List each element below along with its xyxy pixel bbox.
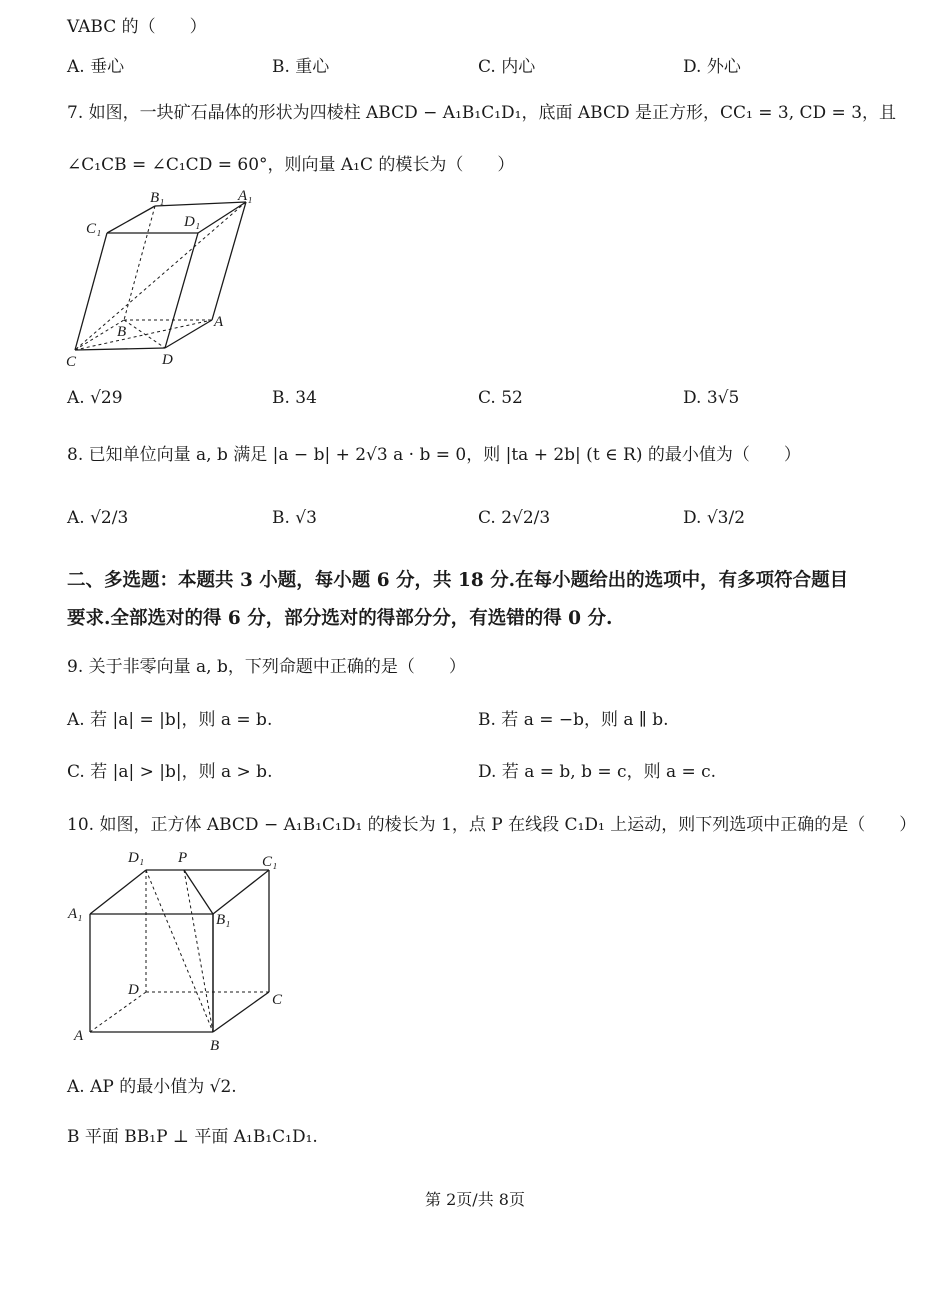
label-a: A: [214, 314, 224, 330]
q10-option-b: B 平面 BB₁P ⊥ 平面 A₁B₁C₁D₁.: [67, 1127, 318, 1147]
q7-prism-figure: [62, 186, 272, 372]
label-a: A: [74, 1028, 84, 1044]
label-b1: B₁: [150, 190, 165, 206]
q8-stem: 8. 已知单位向量 a, b 满足 |a − b| + 2√3 a · b = 0，则 |ta + 2b| (t ∈ R) 的最小值为（ ）: [67, 445, 801, 465]
q6-stem-tail: [67, 12, 207, 37]
label-d1: D₁: [128, 850, 145, 866]
label-b: B: [117, 324, 127, 340]
q10-stem: 10. 如图，正方体 ABCD − A₁B₁C₁D₁ 的棱长为 1，点 P 在线段 C₁D₁ 上运动，则下列选项中正确的是（ ）: [67, 815, 917, 835]
label-d: D: [162, 352, 173, 368]
q7-option-c: C. 52: [478, 388, 523, 408]
q6-stem-tail-text: VABC 的（ ）: [67, 17, 207, 37]
q7-stem-line1: 7. 如图，一块矿石晶体的形状为四棱柱 ABCD − A₁B₁C₁D₁，底面 ABCD 是正方形，CC₁ = 3, CD = 3，且: [67, 103, 897, 123]
section2-heading-line1: 二、多选题：本题共 3 小题，每小题 6 分，共 18 分.在每小题给出的选项中，有多项符合题目: [67, 570, 849, 591]
q8-option-c: C. 2√2/3: [478, 508, 551, 528]
label-b: B: [210, 1038, 220, 1054]
label-d: D: [128, 982, 139, 998]
q6-option-a: A. 垂心: [67, 57, 125, 77]
q7-option-a: A. √29: [67, 388, 123, 408]
label-c: C: [66, 354, 77, 370]
q7-option-b: B. 34: [272, 388, 317, 408]
q10-option-a: A. AP 的最小值为 √2.: [67, 1077, 237, 1097]
label-d1: D₁: [184, 214, 201, 230]
q10-cube-figure: [66, 846, 296, 1056]
q8-option-d: D. √3/2: [683, 508, 746, 528]
section2-heading-line2: 要求.全部选对的得 6 分，部分选对的得部分分，有选错的得 0 分.: [67, 608, 613, 629]
q7-option-d: D. 3√5: [683, 388, 740, 408]
label-a1: A₁: [238, 188, 253, 204]
q9-option-a: A. 若 |a| = |b|，则 a = b.: [67, 710, 273, 730]
q9-option-d: D. 若 a = b, b = c，则 a = c.: [478, 762, 717, 782]
q8-option-a: A. √2/3: [67, 508, 129, 528]
q9-option-b: B. 若 a = −b，则 a ∥ b.: [478, 710, 669, 730]
q6-option-d: D. 外心: [683, 57, 741, 77]
q9-stem: 9. 关于非零向量 a, b，下列命题中正确的是（ ）: [67, 657, 466, 677]
q6-option-c: C. 内心: [478, 57, 536, 77]
q6-option-b: B. 重心: [272, 57, 330, 77]
label-c1: C₁: [262, 854, 278, 870]
label-c1: C₁: [86, 221, 102, 237]
q9-option-c: C. 若 |a| > |b|，则 a > b.: [67, 762, 273, 782]
q7-stem-line2: ∠C₁CB = ∠C₁CD = 60°，则向量 A₁C 的模长为（ ）: [67, 155, 515, 175]
page-footer: 第 2页/共 8页: [425, 1190, 525, 1209]
label-p: P: [178, 850, 188, 866]
q8-option-b: B. √3: [272, 508, 317, 528]
label-a1: A₁: [68, 906, 83, 922]
label-c: C: [272, 992, 283, 1008]
label-b1: B₁: [216, 912, 231, 928]
